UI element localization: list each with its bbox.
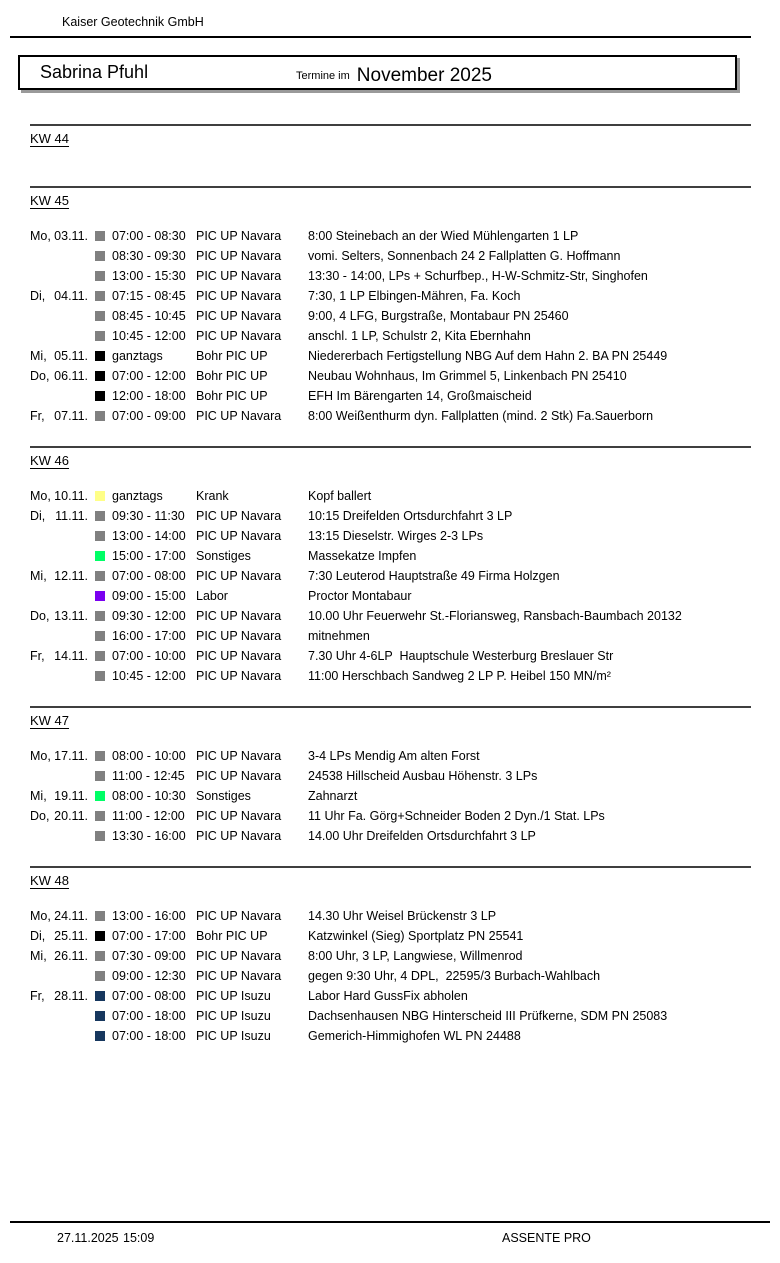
day-date: 26.11. bbox=[54, 949, 88, 963]
day-name: Fr, bbox=[30, 409, 45, 423]
day-name: Do, bbox=[30, 609, 50, 623]
appointment-row bbox=[30, 1006, 751, 1026]
day-date: 03.11. bbox=[54, 229, 88, 243]
time-range: 07:00 - 17:00 bbox=[112, 929, 186, 943]
footer-divider bbox=[10, 1221, 770, 1223]
appointment-row bbox=[30, 346, 751, 366]
week-section bbox=[30, 706, 751, 866]
category-color-square bbox=[95, 511, 105, 521]
category-color-square bbox=[95, 351, 105, 361]
day-cell bbox=[30, 949, 88, 963]
time-range: 10:45 - 12:00 bbox=[112, 669, 186, 683]
appointment-row bbox=[30, 246, 751, 266]
appointment-row bbox=[30, 386, 751, 406]
description: 8:00 Uhr, 3 LP, Langwiese, Willmenrod bbox=[308, 949, 523, 963]
category-label: PIC UP Navara bbox=[196, 809, 282, 823]
category-color-square bbox=[95, 591, 105, 601]
appointment-row bbox=[30, 646, 751, 666]
description: EFH Im Bärengarten 14, Großmaischeid bbox=[308, 389, 532, 403]
kw-label: KW 45 bbox=[30, 193, 70, 208]
time-range: 08:00 - 10:30 bbox=[112, 789, 186, 803]
category-label: Bohr PIC UP bbox=[196, 389, 268, 403]
description: Massekatze Impfen bbox=[308, 549, 417, 563]
time-range: 07:00 - 18:00 bbox=[112, 1009, 186, 1023]
report-title-prefix: Termine im bbox=[296, 70, 350, 82]
time-range: 16:00 - 17:00 bbox=[112, 629, 186, 643]
category-color-square bbox=[95, 951, 105, 961]
category-label: PIC UP Navara bbox=[196, 749, 282, 763]
description: 9:00, 4 LFG, Burgstraße, Montabaur PN 25460 bbox=[308, 309, 569, 323]
day-date: 04.11. bbox=[54, 289, 88, 303]
category-label: PIC UP Navara bbox=[196, 649, 282, 663]
appointment-row bbox=[30, 506, 751, 526]
day-name: Fr, bbox=[30, 989, 45, 1003]
category-label: Bohr PIC UP bbox=[196, 349, 268, 363]
day-date: 06.11. bbox=[54, 369, 88, 383]
rows bbox=[30, 746, 751, 846]
day-name: Mo, bbox=[30, 229, 51, 243]
category-label: PIC UP Navara bbox=[196, 969, 282, 983]
day-name: Di, bbox=[30, 289, 46, 303]
category-color-square bbox=[95, 751, 105, 761]
category-color-square bbox=[95, 271, 105, 281]
description: Neubau Wohnhaus, Im Grimmel 5, Linkenbach PN 25410 bbox=[308, 369, 627, 383]
appointment-row bbox=[30, 666, 751, 686]
day-date: 10.11. bbox=[54, 489, 88, 503]
day-cell bbox=[30, 289, 88, 303]
sections bbox=[0, 124, 780, 1046]
category-color-square bbox=[95, 551, 105, 561]
category-label: PIC UP Navara bbox=[196, 309, 282, 323]
category-label: Bohr PIC UP bbox=[196, 369, 268, 383]
appointment-row bbox=[30, 966, 751, 986]
day-cell bbox=[30, 809, 88, 823]
category-label: PIC UP Navara bbox=[196, 269, 282, 283]
category-label: Bohr PIC UP bbox=[196, 929, 268, 943]
day-name: Mi, bbox=[30, 349, 47, 363]
category-color-square bbox=[95, 311, 105, 321]
description: 14.30 Uhr Weisel Brückenstr 3 LP bbox=[308, 909, 497, 923]
day-date: 20.11. bbox=[54, 809, 88, 823]
day-cell bbox=[30, 369, 88, 383]
day-date: 28.11. bbox=[54, 989, 88, 1003]
time-range: 09:00 - 12:30 bbox=[112, 969, 186, 983]
description: Kopf ballert bbox=[308, 489, 372, 503]
day-name: Di, bbox=[30, 509, 46, 523]
description: mitnehmen bbox=[308, 629, 370, 643]
appointment-row bbox=[30, 486, 751, 506]
day-cell bbox=[30, 609, 88, 623]
time-range: 12:00 - 18:00 bbox=[112, 389, 186, 403]
time-range: 07:00 - 09:00 bbox=[112, 409, 186, 423]
header-divider bbox=[10, 36, 751, 38]
report-title bbox=[296, 57, 492, 88]
category-color-square bbox=[95, 1031, 105, 1041]
category-color-square bbox=[95, 371, 105, 381]
day-date: 25.11. bbox=[54, 929, 88, 943]
appointment-row bbox=[30, 406, 751, 426]
description: Proctor Montabaur bbox=[308, 589, 412, 603]
category-color-square bbox=[95, 491, 105, 501]
category-label: Sonstiges bbox=[196, 789, 251, 803]
day-date: 13.11. bbox=[54, 609, 88, 623]
day-name: Fr, bbox=[30, 649, 45, 663]
appointment-row bbox=[30, 546, 751, 566]
category-label: PIC UP Navara bbox=[196, 829, 282, 843]
description: Gemerich-Himmighofen WL PN 24488 bbox=[308, 1029, 521, 1043]
appointment-row bbox=[30, 606, 751, 626]
description: 7:30 Leuterod Hauptstraße 49 Firma Holzgen bbox=[308, 569, 560, 583]
time-range: 07:00 - 10:00 bbox=[112, 649, 186, 663]
category-color-square bbox=[95, 231, 105, 241]
category-color-square bbox=[95, 811, 105, 821]
appointment-row bbox=[30, 526, 751, 546]
category-label: PIC UP Navara bbox=[196, 629, 282, 643]
day-name: Mo, bbox=[30, 749, 51, 763]
appointment-row bbox=[30, 1026, 751, 1046]
description: 13:30 - 14:00, LPs + Schurfbep., H-W-Schmitz-Str, Singhofen bbox=[308, 269, 648, 283]
description: 13:15 Dieselstr. Wirges 2-3 LPs bbox=[308, 529, 484, 543]
category-label: PIC UP Isuzu bbox=[196, 1009, 271, 1023]
footer-time: 15:09 bbox=[123, 1231, 155, 1245]
category-label: PIC UP Navara bbox=[196, 329, 282, 343]
description: vomi. Selters, Sonnenbach 24 2 Fallplatten G. Hoffmann bbox=[308, 249, 621, 263]
day-cell bbox=[30, 229, 88, 243]
description: 8:00 Steinebach an der Wied Mühlengarten 1 LP bbox=[308, 229, 579, 243]
time-range: 07:00 - 08:00 bbox=[112, 569, 186, 583]
description: Dachsenhausen NBG Hinterscheid III Prüfkerne, SDM PN 25083 bbox=[308, 1009, 668, 1023]
day-date: 24.11. bbox=[54, 909, 88, 923]
category-color-square bbox=[95, 791, 105, 801]
time-range: 08:00 - 10:00 bbox=[112, 749, 186, 763]
day-date: 17.11. bbox=[54, 749, 88, 763]
appointment-row bbox=[30, 986, 751, 1006]
time-range: 15:00 - 17:00 bbox=[112, 549, 186, 563]
day-cell bbox=[30, 349, 88, 363]
day-name: Do, bbox=[30, 809, 50, 823]
day-cell bbox=[30, 749, 88, 763]
time-range: 09:00 - 15:00 bbox=[112, 589, 186, 603]
category-label: PIC UP Isuzu bbox=[196, 989, 271, 1003]
description: 3-4 LPs Mendig Am alten Forst bbox=[308, 749, 480, 763]
category-label: PIC UP Navara bbox=[196, 509, 282, 523]
category-color-square bbox=[95, 911, 105, 921]
category-color-square bbox=[95, 411, 105, 421]
day-name: Mo, bbox=[30, 909, 51, 923]
time-range: 13:30 - 16:00 bbox=[112, 829, 186, 843]
appointment-row bbox=[30, 286, 751, 306]
week-section bbox=[30, 124, 751, 186]
category-label: PIC UP Navara bbox=[196, 289, 282, 303]
description: 24538 Hillscheid Ausbau Höhenstr. 3 LPs bbox=[308, 769, 538, 783]
appointment-row bbox=[30, 766, 751, 786]
time-range: 09:30 - 11:30 bbox=[112, 509, 185, 523]
kw-label: KW 46 bbox=[30, 453, 70, 468]
appointment-row bbox=[30, 806, 751, 826]
day-cell bbox=[30, 409, 88, 423]
day-name: Mo, bbox=[30, 489, 51, 503]
week-section bbox=[30, 446, 751, 706]
report-title-box bbox=[18, 55, 737, 90]
appointment-row bbox=[30, 786, 751, 806]
category-color-square bbox=[95, 391, 105, 401]
rows bbox=[30, 906, 751, 1046]
appointment-row bbox=[30, 266, 751, 286]
category-color-square bbox=[95, 991, 105, 1001]
day-cell bbox=[30, 909, 88, 923]
day-name: Mi, bbox=[30, 789, 47, 803]
description: anschl. 1 LP, Schulstr 2, Kita Ebernhahn bbox=[308, 329, 531, 343]
day-cell bbox=[30, 789, 88, 803]
category-color-square bbox=[95, 671, 105, 681]
day-cell bbox=[30, 649, 88, 663]
category-label: PIC UP Navara bbox=[196, 609, 282, 623]
day-name: Mi, bbox=[30, 949, 47, 963]
time-range: 13:00 - 15:30 bbox=[112, 269, 186, 283]
category-label: PIC UP Navara bbox=[196, 569, 282, 583]
time-range: 08:30 - 09:30 bbox=[112, 249, 186, 263]
category-label: PIC UP Navara bbox=[196, 769, 282, 783]
category-color-square bbox=[95, 571, 105, 581]
category-color-square bbox=[95, 771, 105, 781]
description: Labor Hard GussFix abholen bbox=[308, 989, 468, 1003]
appointment-row bbox=[30, 326, 751, 346]
category-color-square bbox=[95, 251, 105, 261]
category-label: PIC UP Navara bbox=[196, 409, 282, 423]
description: 8:00 Weißenthurm dyn. Fallplatten (mind. 2 Stk) Fa.Sauerborn bbox=[308, 409, 654, 423]
description: 14.00 Uhr Dreifelden Ortsdurchfahrt 3 LP bbox=[308, 829, 536, 843]
appointment-row bbox=[30, 906, 751, 926]
day-name: Di, bbox=[30, 929, 46, 943]
category-color-square bbox=[95, 331, 105, 341]
category-label: PIC UP Isuzu bbox=[196, 1029, 271, 1043]
time-range: 07:00 - 08:30 bbox=[112, 229, 186, 243]
day-date: 19.11. bbox=[54, 789, 88, 803]
day-cell bbox=[30, 989, 88, 1003]
description: 7.30 Uhr 4-6LP Hauptschule Westerburg Breslauer Str bbox=[308, 649, 614, 663]
category-label: PIC UP Navara bbox=[196, 669, 282, 683]
appointment-row bbox=[30, 926, 751, 946]
category-color-square bbox=[95, 611, 105, 621]
day-date: 12.11. bbox=[54, 569, 88, 583]
description: gegen 9:30 Uhr, 4 DPL, 22595/3 Burbach-Wahlbach bbox=[308, 969, 601, 983]
category-label: PIC UP Navara bbox=[196, 909, 282, 923]
category-label: PIC UP Navara bbox=[196, 249, 282, 263]
category-color-square bbox=[95, 651, 105, 661]
description: 11:00 Herschbach Sandweg 2 LP P. Heibel 150 MN/m² bbox=[308, 669, 611, 683]
person-name: Sabrina Pfuhl bbox=[40, 62, 149, 82]
appointment-row bbox=[30, 366, 751, 386]
kw-label: KW 47 bbox=[30, 713, 70, 728]
appointment-row bbox=[30, 226, 751, 246]
time-range: 07:00 - 18:00 bbox=[112, 1029, 186, 1043]
time-range: 07:00 - 08:00 bbox=[112, 989, 186, 1003]
time-range: ganztags bbox=[112, 489, 163, 503]
category-color-square bbox=[95, 1011, 105, 1021]
time-range: 09:30 - 12:00 bbox=[112, 609, 186, 623]
report-title-month: November 2025 bbox=[356, 65, 492, 86]
time-range: 13:00 - 14:00 bbox=[112, 529, 186, 543]
company-name: Kaiser Geotechnik GmbH bbox=[62, 15, 204, 29]
time-range: 07:15 - 08:45 bbox=[112, 289, 186, 303]
time-range: 11:00 - 12:00 bbox=[112, 809, 185, 823]
time-range: ganztags bbox=[112, 349, 163, 363]
description: 10.00 Uhr Feuerwehr St.-Floriansweg, Ransbach-Baumbach 20132 bbox=[308, 609, 682, 623]
day-date: 07.11. bbox=[54, 409, 88, 423]
description: 11 Uhr Fa. Görg+Schneider Boden 2 Dyn./1 Stat. LPs bbox=[308, 809, 605, 823]
week-section bbox=[30, 186, 751, 446]
category-label: Krank bbox=[196, 489, 229, 503]
category-color-square bbox=[95, 531, 105, 541]
rows bbox=[30, 226, 751, 426]
category-label: PIC UP Navara bbox=[196, 529, 282, 543]
category-color-square bbox=[95, 831, 105, 841]
description: Katzwinkel (Sieg) Sportplatz PN 25541 bbox=[308, 929, 524, 943]
day-cell bbox=[30, 929, 88, 943]
appointment-row bbox=[30, 586, 751, 606]
time-range: 11:00 - 12:45 bbox=[112, 769, 185, 783]
day-date: 05.11. bbox=[54, 349, 88, 363]
day-date: 14.11. bbox=[54, 649, 88, 663]
appointment-row bbox=[30, 566, 751, 586]
category-label: PIC UP Navara bbox=[196, 229, 282, 243]
category-label: PIC UP Navara bbox=[196, 949, 282, 963]
kw-label: KW 44 bbox=[30, 131, 70, 146]
day-cell bbox=[30, 569, 88, 583]
footer-date: 27.11.2025 bbox=[57, 1231, 119, 1245]
category-color-square bbox=[95, 931, 105, 941]
day-name: Do, bbox=[30, 369, 50, 383]
description: 7:30, 1 LP Elbingen-Mähren, Fa. Koch bbox=[308, 289, 521, 303]
category-color-square bbox=[95, 631, 105, 641]
category-color-square bbox=[95, 291, 105, 301]
day-cell bbox=[30, 509, 88, 523]
day-cell bbox=[30, 489, 88, 503]
description: Zahnarzt bbox=[308, 789, 358, 803]
description: 10:15 Dreifelden Ortsdurchfahrt 3 LP bbox=[308, 509, 513, 523]
appointment-row bbox=[30, 626, 751, 646]
day-date: 11.11. bbox=[55, 509, 88, 523]
appointment-row bbox=[30, 946, 751, 966]
week-section bbox=[30, 866, 751, 1046]
time-range: 13:00 - 16:00 bbox=[112, 909, 186, 923]
appointment-row bbox=[30, 826, 751, 846]
category-label: Sonstiges bbox=[196, 549, 251, 563]
time-range: 07:30 - 09:00 bbox=[112, 949, 186, 963]
category-color-square bbox=[95, 971, 105, 981]
appointment-row bbox=[30, 306, 751, 326]
category-label: Labor bbox=[196, 589, 228, 603]
day-name: Mi, bbox=[30, 569, 47, 583]
description: Niedererbach Fertigstellung NBG Auf dem Hahn 2. BA PN 25449 bbox=[308, 349, 668, 363]
time-range: 08:45 - 10:45 bbox=[112, 309, 186, 323]
time-range: 07:00 - 12:00 bbox=[112, 369, 186, 383]
rows bbox=[30, 486, 751, 686]
footer-brand: ASSENTE PRO bbox=[502, 1231, 591, 1245]
time-range: 10:45 - 12:00 bbox=[112, 329, 186, 343]
kw-label: KW 48 bbox=[30, 873, 70, 888]
appointment-row bbox=[30, 746, 751, 766]
